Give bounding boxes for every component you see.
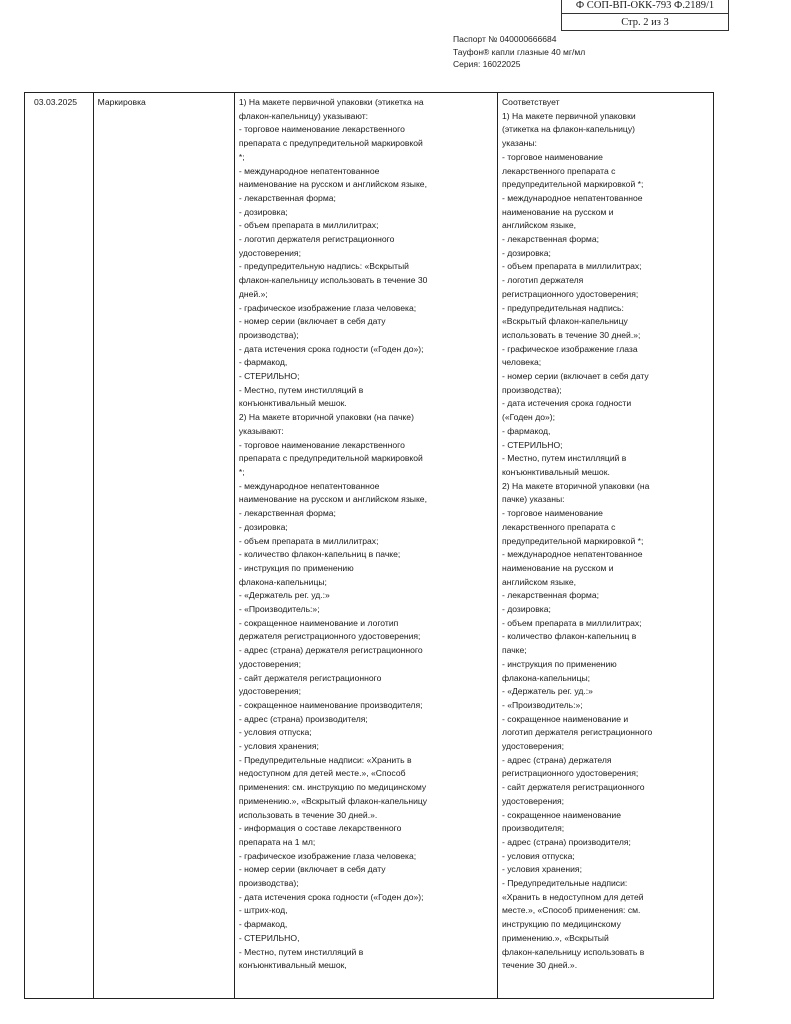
text-line: - адрес (страна) держателя регистрационного — [238, 645, 423, 656]
text-line: - фармакод, — [238, 357, 288, 368]
text-line: - торговое наименование лекарственного — [238, 439, 405, 450]
text-line: течение 30 дней.». — [501, 960, 578, 971]
text-line: лекарственного препарата с — [501, 521, 616, 532]
text-line: - условия отпуска; — [238, 727, 312, 738]
text-line: - дозировка; — [501, 247, 551, 258]
text-line: 2) На макете вторичной упаковки (на пачке) — [238, 412, 414, 423]
text-line: - инструкция по применению — [501, 658, 617, 669]
text-line: - адрес (страна) производителя; — [501, 836, 631, 847]
text-line: лекарственного препарата с — [501, 165, 616, 176]
text-line: конъюнктивальный мешок, — [238, 960, 347, 971]
text-line: наименование на русском и английском языке, — [238, 179, 427, 190]
text-line: английском языке, — [501, 220, 577, 231]
text-line: - количество флакон-капельниц в пачке; — [238, 549, 401, 560]
text-line: - сайт держателя регистрационного — [238, 672, 382, 683]
text-line: - логотип держателя регистрационного — [238, 234, 395, 245]
text-line: - дозировка; — [238, 521, 288, 532]
text-line: - Предупредительные надписи: «Хранить в — [238, 754, 412, 765]
text-line: - международное непатентованное — [501, 192, 643, 203]
text-line: - номер серии (включает в себя дату — [238, 864, 386, 875]
product-name: Тауфон® капли глазные 40 мг/мл — [453, 46, 586, 57]
text-line: - сокращенное наименование и — [501, 713, 629, 724]
text-line: - лекарственная форма; — [238, 192, 336, 203]
text-line: пачке; — [501, 645, 527, 656]
text-line: - «Производитель:»; — [238, 604, 320, 615]
text-line: указаны: — [501, 138, 537, 149]
text-line: - условия отпуска; — [501, 850, 575, 861]
text-line: 1) На макете первичной упаковки (этикетка на — [238, 97, 424, 107]
text-line: флакон-капельницу) указывают: — [238, 110, 369, 121]
text-line: - СТЕРИЛЬНО; — [238, 371, 300, 382]
result-text — [502, 96, 709, 973]
text-line: конъюнктивальный мешок. — [501, 466, 610, 477]
text-line: - торговое наименование — [501, 151, 603, 162]
text-line: - Местно, путем инстилляций в — [501, 453, 627, 464]
text-line: - торговое наименование — [501, 508, 603, 519]
text-line: - фармакод, — [501, 425, 551, 436]
text-line: конъюнктивальный мешок. — [238, 398, 347, 409]
text-line: наименование на русском и английском языке, — [238, 494, 427, 505]
text-line: - объем препарата в миллилитрах; — [238, 535, 379, 546]
text-line: пачке) указаны: — [501, 494, 565, 505]
text-line: удостоверения; — [501, 795, 565, 806]
text-line: - международное непатентованное — [238, 165, 380, 176]
text-line: флакона-капельницы; — [501, 672, 591, 683]
text-line: - штрих-код, — [238, 905, 288, 916]
requirements-text — [239, 96, 493, 973]
text-line: - информация о составе лекарственного — [238, 823, 402, 834]
text-line: - СТЕРИЛЬНО, — [238, 932, 300, 943]
text-line: - «Держатель рег. уд.:» — [501, 686, 593, 697]
text-line: применению.», «Вскрытый флакон-капельницу — [238, 795, 428, 806]
text-line: - «Производитель:»; — [501, 699, 583, 710]
text-line: - графическое изображение глаза человека; — [238, 850, 417, 861]
requirements-cell — [234, 93, 497, 999]
text-line: удостоверения; — [238, 658, 301, 669]
test-results-table — [24, 92, 714, 999]
text-line: (этикетка на флакон-капельницу) — [501, 124, 635, 135]
text-line: 1) На макете первичной упаковки — [501, 110, 636, 121]
text-line: логотип держателя регистрационного — [501, 727, 653, 738]
text-line: инструкцию по медицинскому — [501, 919, 621, 930]
text-line: флакон-капельницу использовать в течение 30 — [238, 275, 428, 286]
text-line: дней.»; — [238, 288, 268, 299]
text-line: регистрационного удостоверения; — [501, 288, 639, 299]
text-line: 2) На макете вторичной упаковки (на — [501, 480, 650, 491]
text-line: производства); — [501, 384, 562, 395]
result-cell — [497, 93, 713, 999]
text-line: - условия хранения; — [238, 741, 319, 752]
text-line: - дата истечения срока годности («Годен до»); — [238, 891, 424, 902]
text-line: - предупредительная надпись: — [501, 302, 624, 313]
test-date-cell: 03.03.2025 — [25, 93, 94, 999]
text-line: препарата с предупредительной маркировкой — [238, 453, 423, 464]
text-line: - СТЕРИЛЬНО; — [501, 439, 563, 450]
text-line: - номер серии (включает в себя дату — [238, 316, 386, 327]
text-line: препарата с предупредительной маркировкой — [238, 138, 423, 149]
text-line: - предупредительную надпись: «Вскрытый — [238, 261, 409, 272]
text-line: - международное непатентованное — [238, 480, 380, 491]
text-line: *; — [238, 151, 245, 162]
text-line: - дозировка; — [238, 206, 288, 217]
text-line: - условия хранения; — [501, 864, 582, 875]
test-parameter-cell: Маркировка — [93, 93, 234, 999]
text-line: предупредительной маркировкой *; — [501, 535, 644, 546]
text-line: флакона-капельницы; — [238, 576, 327, 587]
passport-number: Паспорт № 040000666684 — [453, 34, 557, 44]
text-line: удостоверения; — [501, 741, 565, 752]
text-line: наименование на русском и — [501, 206, 614, 217]
text-line: - лекарственная форма; — [238, 508, 336, 519]
text-line: - объем препарата в миллилитрах; — [501, 617, 642, 628]
text-line: производства); — [238, 878, 299, 889]
text-line: - логотип держателя — [501, 275, 584, 286]
text-line: - «Держатель рег. уд.:» — [238, 590, 330, 601]
text-line: - объем препарата в миллилитрах; — [501, 261, 642, 272]
text-line: производителя; — [501, 823, 565, 834]
text-line: производства); — [238, 329, 299, 340]
text-line: - торговое наименование лекарственного — [238, 124, 405, 135]
text-line: «Хранить в недоступном для детей — [501, 891, 644, 902]
text-line: - лекарственная форма; — [501, 590, 600, 601]
text-line: - Местно, путем инстилляций в — [238, 384, 364, 395]
document-code-box — [561, 0, 729, 31]
text-line: («Годен до»); — [501, 412, 556, 423]
text-line: - количество флакон-капельниц в — [501, 631, 637, 642]
text-line: использовать в течение 30 дней.»; — [501, 329, 641, 340]
text-line: флакон-капельницу использовать в — [501, 946, 645, 957]
document-code: Ф СОП-ВП-ОКК-793 Ф.2189/1 — [562, 0, 728, 14]
text-line: - номер серии (включает в себя дату — [501, 371, 649, 382]
text-line: «Вскрытый флакон-капельницу — [501, 316, 628, 327]
text-line: - графическое изображение глаза человека; — [238, 302, 417, 313]
text-line: - международное непатентованное — [501, 549, 643, 560]
text-line: *; — [238, 466, 245, 477]
text-line: - дозировка; — [501, 604, 551, 615]
text-line: удостоверения; — [238, 686, 301, 697]
page-number: Стр. 2 из 3 — [621, 17, 669, 28]
text-line: предупредительной маркировкой *; — [501, 179, 644, 190]
text-line: - объем препарата в миллилитрах; — [238, 220, 379, 231]
text-line: - дата истечения срока годности — [501, 398, 632, 409]
text-line: человека; — [501, 357, 542, 368]
text-line: - сокращенное наименование — [501, 809, 621, 820]
text-line: - адрес (страна) производителя; — [238, 713, 368, 724]
text-line: регистрационного удостоверения; — [501, 768, 639, 779]
text-line: препарата на 1 мл; — [238, 836, 316, 847]
text-line: - лекарственная форма; — [501, 234, 600, 245]
text-line: наименование на русском и — [501, 562, 614, 573]
table-row — [25, 93, 714, 999]
text-line: - инструкция по применению — [238, 562, 354, 573]
text-line: - дата истечения срока годности («Годен до»); — [238, 343, 424, 354]
text-line: указывают: — [238, 425, 284, 436]
text-line: держателя регистрационного удостоверения; — [238, 631, 421, 642]
text-line: недоступном для детей месте.», «Способ — [238, 768, 406, 779]
text-line: - графическое изображение глаза — [501, 343, 638, 354]
text-line: - сайт держателя регистрационного — [501, 782, 645, 793]
text-line: применению.», «Вскрытый — [501, 932, 609, 943]
passport-block — [453, 33, 585, 71]
text-line: Соответствует — [501, 97, 560, 107]
series-number: Серия: 16022025 — [453, 59, 521, 69]
text-line: месте.», «Способ применения: см. — [501, 905, 641, 916]
text-line: - фармакод, — [238, 919, 288, 930]
text-line: - Местно, путем инстилляций в — [238, 946, 364, 957]
text-line: - адрес (страна) держателя — [501, 754, 612, 765]
text-line: - сокращенное наименование производителя; — [238, 699, 423, 710]
text-line: - Предупредительные надписи: — [501, 878, 628, 889]
text-line: - сокращенное наименование и логотип — [238, 617, 399, 628]
text-line: английском языке, — [501, 576, 577, 587]
text-line: удостоверения; — [238, 247, 301, 258]
text-line: применения: см. инструкцию по медицинскому — [238, 782, 427, 793]
text-line: использовать в течение 30 дней.». — [238, 809, 378, 820]
